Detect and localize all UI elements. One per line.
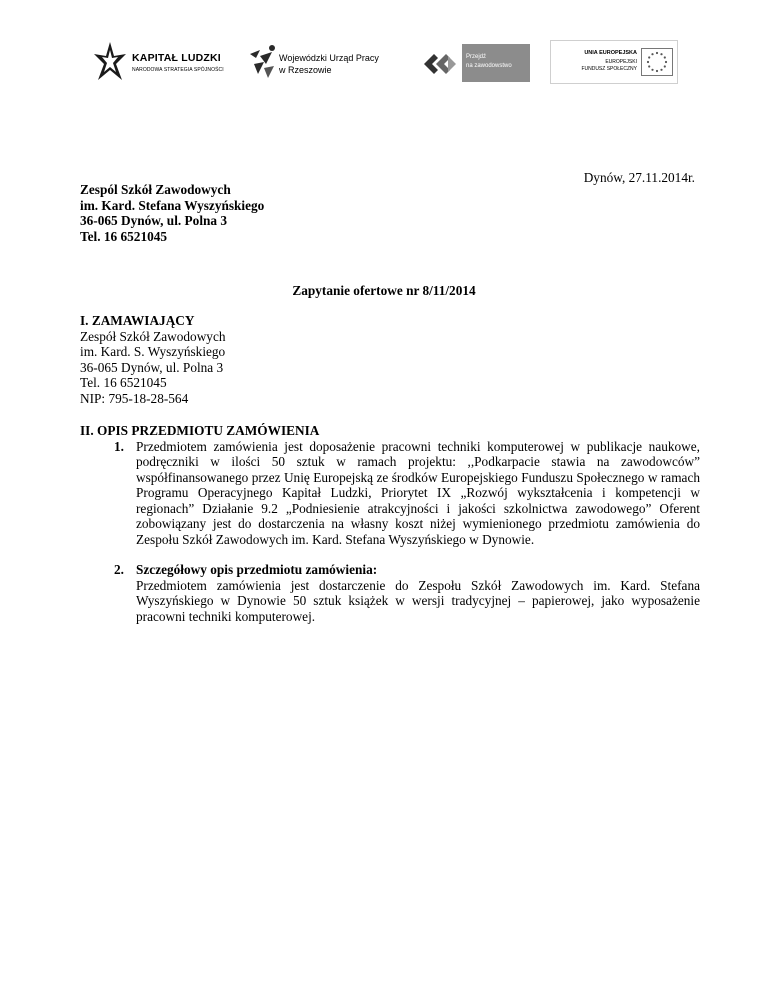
list-item-number: 2.	[114, 562, 124, 577]
ue-line3: FUNDUSZ SPOŁECZNY	[581, 66, 637, 72]
section-line: Zespół Szkół Zawodowych	[80, 328, 226, 344]
list-item-text: Przedmiotem zamówienia jest doposażenie pracowni techniki komputerowej w publikacje naukowe, podręczniki w ilości 50 sztuk w ramach projektu: ,,Podkarpacie stawia na zawodowców” współfinansowanego przez Unię Europejską ze środków Europejskiego Funduszu Społecznego w ramach Programu Operacyjnego Kapitał Ludzki, Priorytet IX „Rozwój wykształcenia i kompetencji w regionach” Działanie 9.2 „Podniesienie atrakcyjności i jakości szkolnictwa zawodowego” Oferent zobowiązany jest do dostarczenia na własny koszt niżej wymienionego przedmiotu zamówienia do Zespołu Szkół Zawodowych im. Kard. Stefana Wyszyńskiego w Dynowie.	[136, 438, 700, 547]
ue-line2: EUROPEJSKI	[605, 59, 637, 65]
sender-block	[80, 182, 264, 244]
section-line: Tel. 16 6521045	[80, 375, 167, 390]
wup-emblem-icon	[246, 40, 278, 84]
section-line: NIP: 795-18-28-564	[80, 390, 189, 406]
kapital-ludzki-logo	[92, 40, 224, 84]
przejdz-emblem-icon	[422, 50, 458, 78]
sender-line: 36-065 Dynów, ul. Polna 3	[80, 213, 228, 228]
logo-header	[92, 38, 678, 88]
ue-line1: UNIA EUROPEJSKA	[584, 50, 637, 56]
document-date: Dynów, 27.11.2014r.	[583, 170, 695, 185]
kapital-ludzki-star-icon	[92, 40, 128, 84]
wup-name-line1: Wojewódzki Urząd Pracy	[279, 53, 379, 63]
sender-line: Zespól Szkół Zawodowych	[80, 182, 231, 197]
document-title: Zapytanie ofertowe nr 8/11/2014	[292, 283, 476, 298]
przejdz-line1: Przejdź	[466, 54, 487, 60]
list-item-number: 1.	[114, 438, 124, 454]
section-heading: I. ZAMAWIAJĄCY	[80, 313, 195, 328]
sender-line: Tel. 16 6521045	[80, 228, 168, 244]
list-item	[80, 439, 700, 548]
przejdz-line2: na zawodowstwo	[466, 63, 512, 69]
section-line: 36-065 Dynów, ul. Polna 3	[80, 359, 224, 375]
list-item-heading: Szczegółowy opis przedmiotu zamówienia:	[136, 562, 378, 577]
section-zamawiajacy	[80, 313, 700, 406]
eu-flag-icon	[641, 48, 673, 76]
kapital-ludzki-subtitle: NARODOWA STRATEGIA SPÓJNOŚCI	[132, 67, 224, 73]
section-line: im. Kard. S. Wyszyńskiego	[80, 344, 226, 359]
wup-logo	[246, 40, 379, 84]
sender-line: im. Kard. Stefana Wyszyńskiego	[80, 197, 265, 213]
section-opis-przedmiotu	[80, 423, 700, 624]
section-heading: II. OPIS PRZEDMIOTU ZAMÓWIENIA	[80, 423, 320, 438]
ue-efs-logo	[550, 40, 678, 84]
kapital-ludzki-title: KAPITAŁ LUDZKI	[132, 52, 221, 64]
przejdz-na-zawodowstwo-logo	[422, 44, 532, 84]
wup-name-line2: w Rzeszowie	[279, 65, 332, 75]
list-item	[80, 562, 700, 624]
list-item-text: Przedmiotem zamówienia jest dostarczenie do Zespołu Szkół Zawodowych im. Kard. Stefana Wyszyńskiego w Dynowie 50 sztuk książek w wersji tradycyjnej – papierowej, jako wyposażenie pracowni techniki komputerowej.	[136, 577, 700, 624]
